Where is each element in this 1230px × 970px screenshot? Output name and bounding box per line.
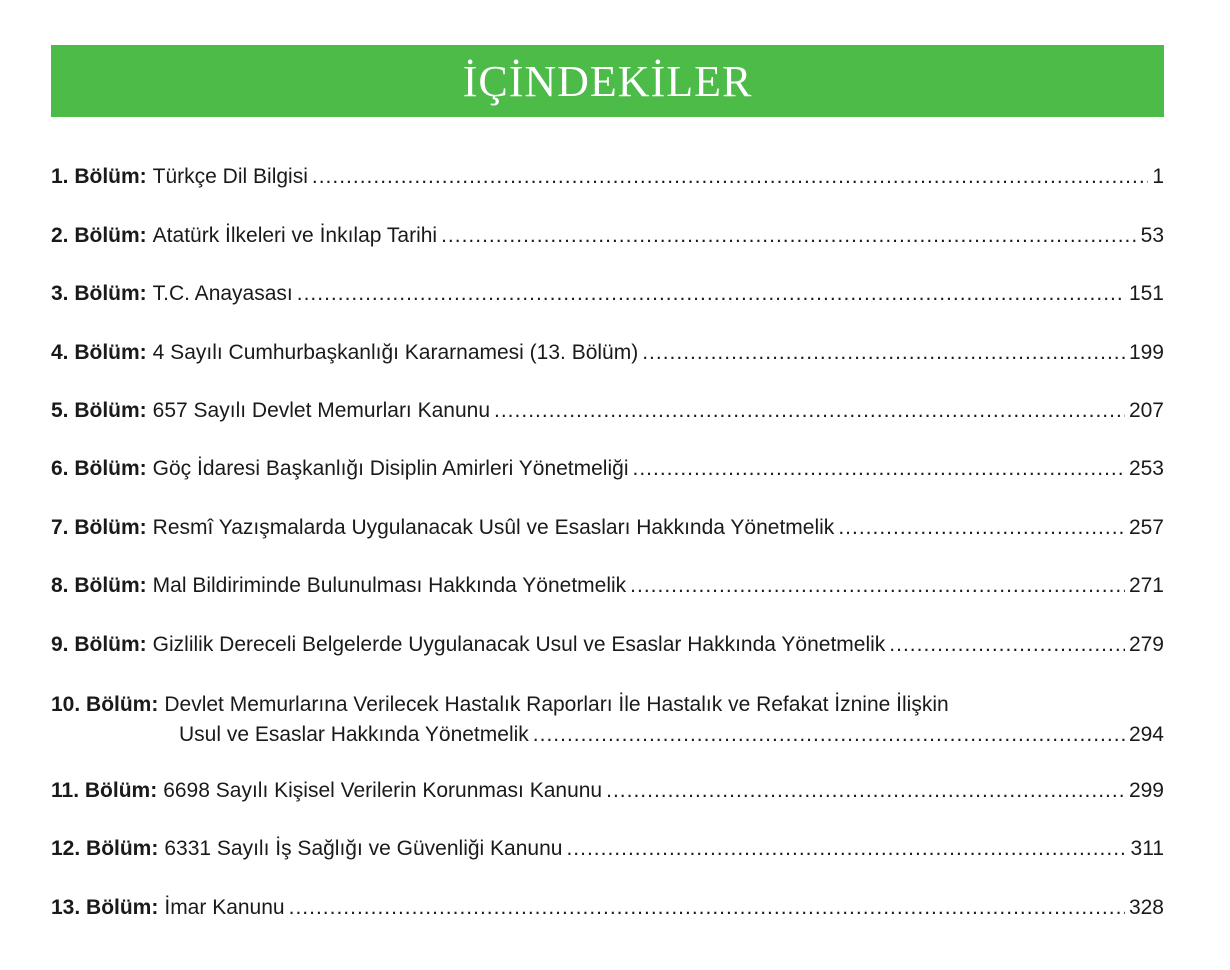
dot-leader [312, 162, 1148, 192]
toc-entry-label: 5. Bölüm: [51, 398, 147, 422]
toc-entry-line-one [51, 690, 1164, 720]
toc-entry-12[interactable] [51, 806, 1164, 864]
header-banner [51, 45, 1164, 117]
dot-leader [297, 279, 1125, 309]
toc-entry-page: 328 [1128, 895, 1164, 919]
toc-entry-page: 311 [1130, 837, 1164, 861]
toc-entry-label: 1. Bölüm: [51, 165, 147, 189]
toc-entry-page: 253 [1128, 457, 1164, 481]
toc-entry-6[interactable] [51, 426, 1164, 484]
dot-leader [606, 776, 1125, 806]
toc-entry-page: 271 [1128, 574, 1164, 598]
toc-entry-label: 2. Bölüm: [51, 223, 147, 247]
toc-entry-label: 3. Bölüm: [51, 282, 147, 306]
toc-entry-title: İmar Kanunu [164, 895, 285, 919]
toc-entry-label: 7. Bölüm: [51, 515, 147, 539]
toc-entry-page: 199 [1128, 340, 1164, 364]
toc-entry-title: 4 Sayılı Cumhurbaşkanlığı Kararnamesi (13. Bölüm) [152, 340, 639, 364]
dot-leader [441, 221, 1137, 251]
toc-entry-page: 299 [1128, 778, 1164, 802]
toc-entry-title: Göç İdaresi Başkanlığı Disiplin Amirleri Yönetmeliği [152, 457, 629, 481]
toc-entry-page: 53 [1140, 223, 1164, 247]
dot-leader [566, 834, 1126, 864]
toc-entry-title: 6331 Sayılı İş Sağlığı ve Güvenliği Kanunu [164, 837, 563, 861]
toc-entry-label: 12. Bölüm: [51, 837, 159, 861]
toc-entry-1[interactable] [51, 134, 1164, 192]
dot-leader [630, 571, 1125, 601]
toc-entry-label: 10. Bölüm: [51, 692, 159, 716]
toc-entry-page: 294 [1128, 722, 1164, 746]
dot-leader [889, 630, 1125, 660]
toc-entry-13[interactable] [51, 864, 1164, 922]
toc-entry-title: T.C. Anayasası [152, 282, 293, 306]
toc-entry-page: 257 [1128, 515, 1164, 539]
toc-entry-10[interactable] [51, 660, 1164, 748]
toc-entry-title: Türkçe Dil Bilgisi [152, 165, 308, 189]
dot-leader [632, 454, 1124, 484]
dot-leader [494, 396, 1125, 426]
toc-entry-label: 9. Bölüm: [51, 632, 147, 656]
toc-entry-title: Resmî Yazışmalarda Uygulanacak Usûl ve Esasları Hakkında Yönetmelik [152, 515, 835, 539]
toc-entry-title: Mal Bildiriminde Bulunulması Hakkında Yönetmelik [152, 574, 627, 598]
toc-entry-title: Gizlilik Dereceli Belgelerde Uygulanacak Usul ve Esaslar Hakkında Yönetmelik [152, 632, 886, 656]
toc-entry-title-continued: Usul ve Esaslar Hakkında Yönetmelik [179, 722, 529, 746]
toc-entry-5[interactable] [51, 368, 1164, 426]
toc-entry-label: 6. Bölüm: [51, 457, 147, 481]
dot-leader [533, 720, 1125, 750]
toc-entry-page: 207 [1128, 398, 1164, 422]
dot-leader [642, 338, 1125, 368]
toc-entry-9[interactable] [51, 601, 1164, 659]
toc-entry-label: 13. Bölüm: [51, 895, 159, 919]
toc-entry-title: 657 Sayılı Devlet Memurları Kanunu [152, 398, 491, 422]
toc-entry-page: 279 [1128, 632, 1164, 656]
table-of-contents [51, 134, 1164, 923]
toc-entry-3[interactable] [51, 251, 1164, 309]
dot-leader [289, 893, 1125, 923]
toc-entry-page: 151 [1128, 282, 1164, 306]
dot-leader [838, 513, 1125, 543]
toc-entry-title: 6698 Sayılı Kişisel Verilerin Korunması Kanunu [163, 778, 603, 802]
page-title: İÇİNDEKİLER [462, 56, 753, 106]
toc-entry-page: 1 [1152, 165, 1164, 189]
toc-entry-line-two [51, 720, 1164, 750]
toc-entry-label: 11. Bölüm: [51, 778, 158, 802]
toc-entry-2[interactable] [51, 192, 1164, 250]
toc-entry-4[interactable] [51, 309, 1164, 367]
toc-entry-7[interactable] [51, 484, 1164, 542]
toc-entry-11[interactable] [51, 748, 1164, 806]
toc-entry-label: 8. Bölüm: [51, 574, 147, 598]
toc-entry-label: 4. Bölüm: [51, 340, 147, 364]
toc-entry-title: Atatürk İlkeleri ve İnkılap Tarihi [152, 223, 438, 247]
toc-entry-8[interactable] [51, 543, 1164, 601]
toc-entry-title: Devlet Memurlarına Verilecek Hastalık Raporları İle Hastalık ve Refakat İznine İlişkin [164, 692, 949, 716]
